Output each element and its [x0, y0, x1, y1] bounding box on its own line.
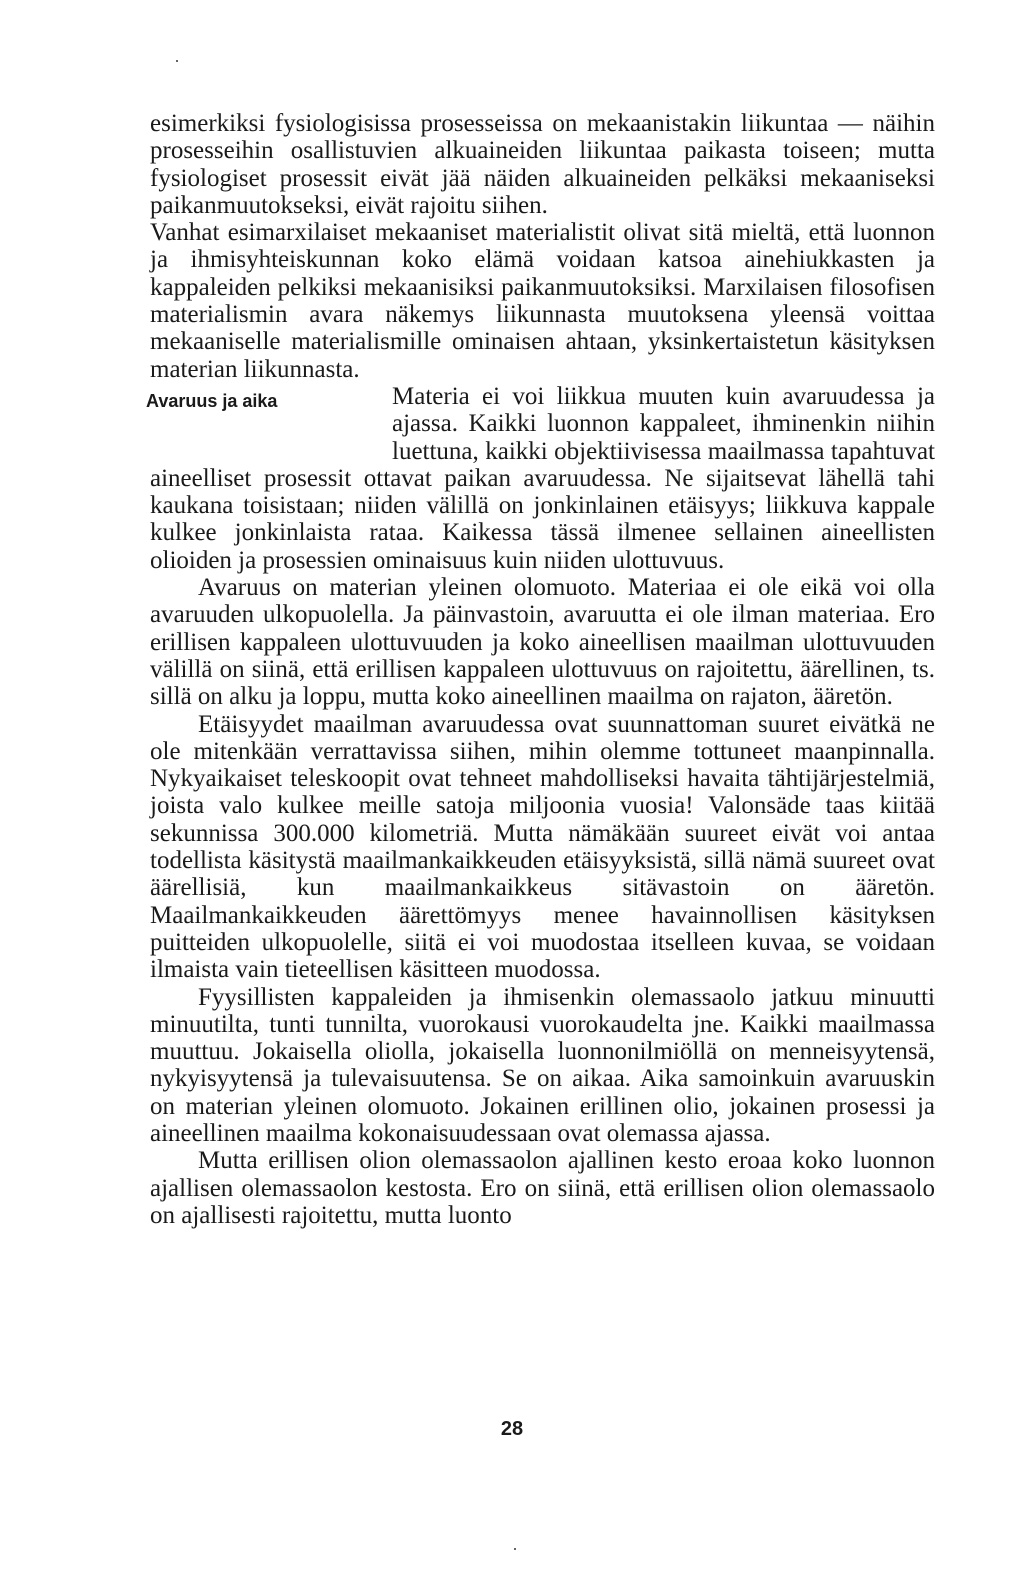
page-text-block [146, 110, 935, 1229]
paragraph-time: Fyysillisten kappaleiden ja ihmisenkin olemassaolo jatkuu minuutti minuutilta, tunti tunnilta, vuorokausi vuorokaudelta jne. Kaikki maailmassa muuttuu. Jokaisella oliolla, jokaisella luonnonilmiöllä on menneisyytensä, nykyisyytensä ja tulevaisuutensa. Se on aikaa. Aika samoinkuin avaruuskin on materian yleinen olomuoto. Jokainen erillinen olio, jokainen prosessi ja aineellinen maailma kokonaisuudessaan ovat olemassa ajassa. [150, 983, 935, 1147]
paragraph-mechanical-materialists: Vanhat esimarxilaiset mekaaniset materialistit olivat sitä mieltä, että luonnon ja ihmisyhteiskunnan koko elämä voidaan katsoa ainehiukkasten ja kappaleiden pelkiksi mekaanisiksi paikanmuutoksiksi. Marxilaisen filosofisen materialismin avara näkemys liikunnasta muutoksena yleensä voittaa mekaaniselle materialismille ominaisen ahtaan, yksinkertaistetun käsityksen materian liikunnasta. [150, 219, 935, 383]
page-number: 28 [500, 1418, 524, 1440]
paragraph-space-and-time-text: Materia ei voi liikkua muuten kuin avaruudessa ja ajassa. Kaikki luonnon kappaleet, ihminenkin niihin luettuna, kaikki objektiivisessa maailmassa tapahtuvat aineelliset prosessit ottavat paikan avaruudessa. Ne sijaitsevat lähellä tahi kaukana toisistaan; niiden välillä on jonkinlainen etäisyys; liikkuva kappale kulkee jonkinlaista rataa. Kaikessa tässä ilmenee sellainen aineellisten olioiden ja prosessien ominaisuus kuin niiden ulottuvuus. [150, 382, 935, 574]
scan-speck [514, 1548, 516, 1550]
paragraph-space-and-time [146, 382, 935, 574]
paragraph-continued: esimerkiksi fysiologisissa prosesseissa on mekaanistakin liikuntaa — näihin prosesseihin osallistuvien alkuaineiden liikuntaa paikasta toiseen; mutta fysiologiset prosessit eivät jää näiden alkuaineiden pelkäksi mekaaniseksi paikanmuutokseksi, eivät rajoitu siihen. [150, 110, 935, 219]
paragraph-duration: Mutta erillisen olion olemassaolon ajallinen kesto eroaa koko luonnon ajallisen olemassaolon kestosta. Ero on siinä, että erillisen olion olemassaolo on ajallisesti rajoitettu, mutta luonto [150, 1147, 935, 1229]
scan-speck [176, 60, 178, 62]
paragraph-space-form-of-matter: Avaruus on materian yleinen olomuoto. Materiaa ei ole eikä voi olla avaruuden ulkopuolella. Ja päinvastoin, avaruutta ei ole ilman materiaa. Ero erillisen kappaleen ulottuvuuden ja koko aineellisen maailman ulottuvuuden välillä on siinä, että erillisen kappaleen ulottuvuus on rajoitettu, äärellinen, ts. sillä on alku ja loppu, mutta koko aineellinen maailma on rajaton, ääretön. [150, 574, 935, 711]
paragraph-distances: Etäisyydet maailman avaruudessa ovat suunnattoman suuret eivätkä ne ole mitenkään verrattavissa siihen, mihin olemme tottuneet maanpinnalla. Nykyaikaiset teleskoopit ovat tehneet mahdolliseksi havaita tähtijärjestelmiä, joista valo kulkee meille satoja miljoonia vuosia! Valonsäde taas kiitää sekunnissa 300.000 kilometriä. Mutta nämäkään suureet eivät voi antaa todellista käsitystä maailmankaikkeuden etäisyyksistä, sillä nämä suureet ovat äärellisiä, kun maailmankaikkeus sitävastoin on ääretön. Maailmankaikkeuden äärettömyys menee havainnollisen käsityksen puitteiden ulkopuolelle, siitä ei voi muodostaa itselleen kuvaa, se voidaan ilmaista vain tieteellisen käsitteen muodossa. [150, 710, 935, 984]
side-heading: Avaruus ja aika [146, 390, 278, 411]
